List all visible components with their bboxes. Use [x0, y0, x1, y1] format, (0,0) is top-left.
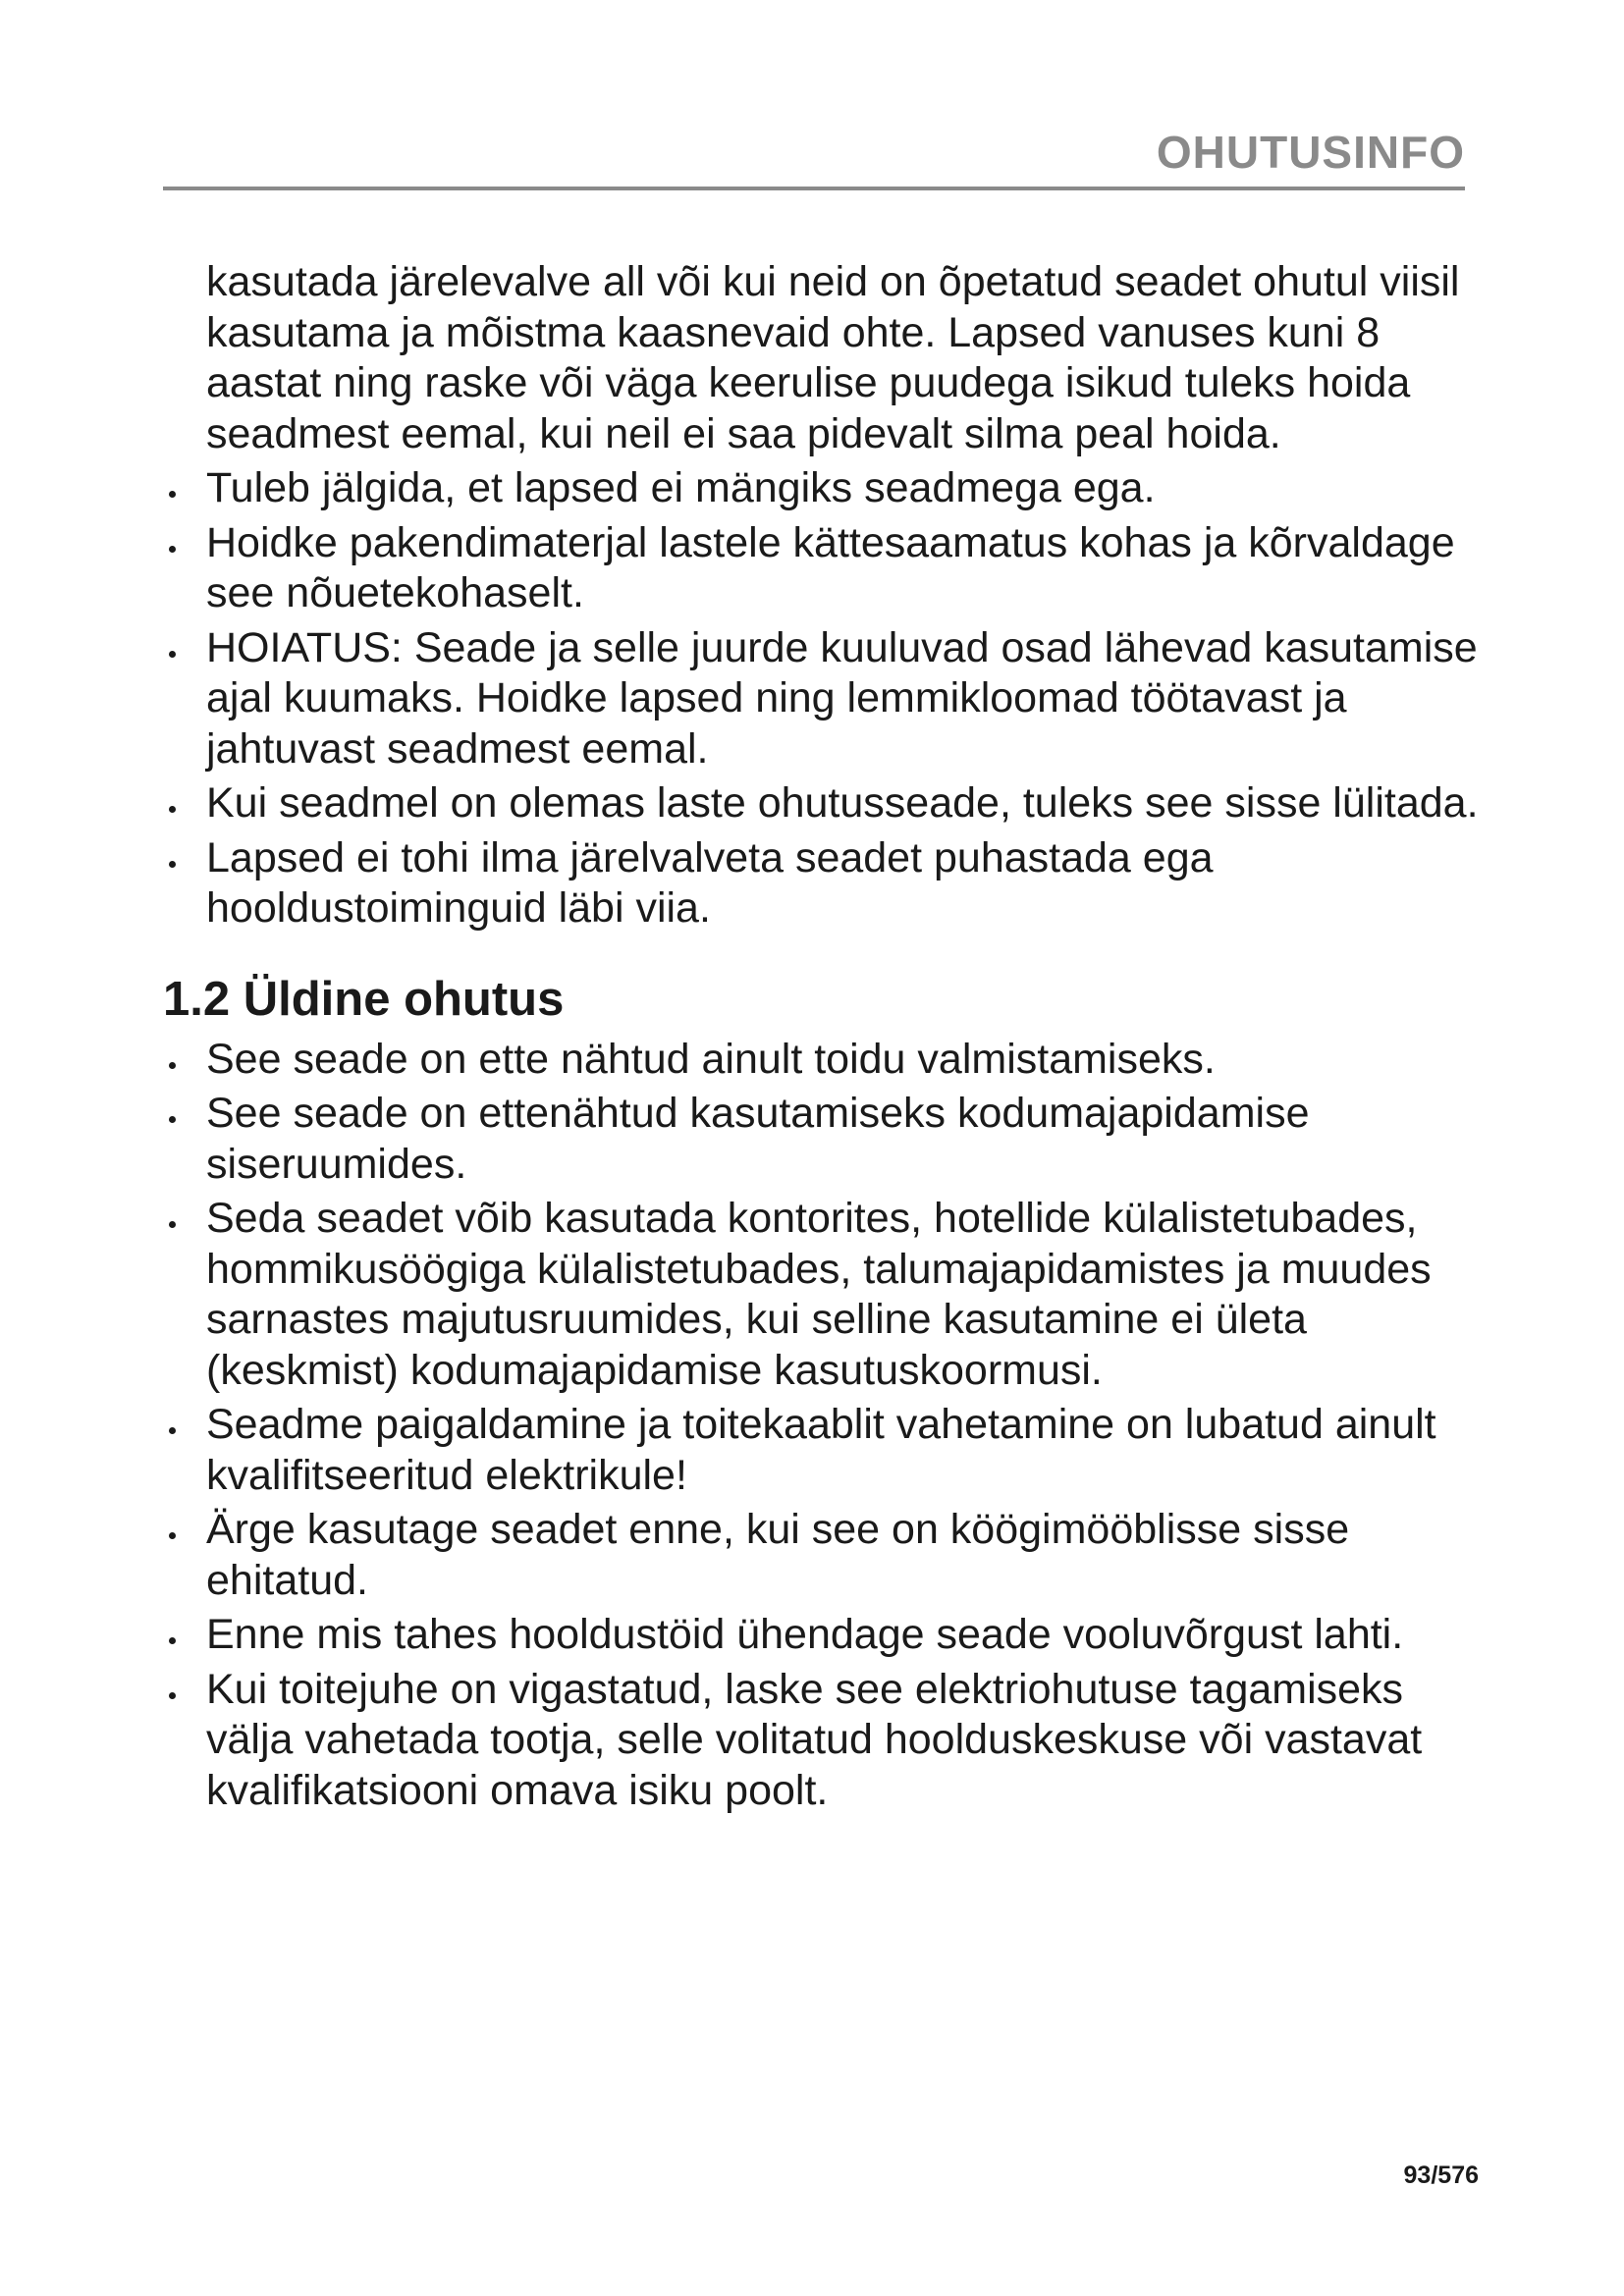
list-item: Kui toitejuhe on vigastatud, laske see elektriohutuse tagamiseks välja vahetada tootja, selle volitatud hoolduskeskuse või vastavat kvalifikatsiooni omava isiku poolt.: [163, 1665, 1479, 1817]
list-item: Enne mis tahes hooldustöid ühendage seade vooluvõrgust lahti.: [163, 1610, 1479, 1661]
page-number: 93/576: [1403, 2162, 1479, 2189]
list-item: Kui seadmel on olemas laste ohutusseade, tuleks see sisse lülitada.: [163, 778, 1479, 829]
list-item: Seadme paigaldamine ja toitekaablit vahetamine on lubatud ainult kvalifitseeritud elektrikule!: [163, 1400, 1479, 1501]
list-item: Seda seadet võib kasutada kontorites, hotellide külalistetubades, hommikusöögiga külalistetubades, talumajapidamistes ja muudes sarnastes majutusruumides, kui selline kasutamine ei ületa (keskmist) kodumajapidamise kasutuskoormusi.: [163, 1194, 1479, 1396]
list-item: Tuleb jälgida, et lapsed ei mängiks seadmega ega.: [163, 463, 1479, 514]
general-safety-list: [163, 1035, 1479, 1817]
list-item: See seade on ettenähtud kasutamiseks kodumajapidamise siseruumides.: [163, 1089, 1479, 1190]
section-heading: 1.2 Üldine ohutus: [163, 972, 565, 1026]
list-item: Ärge kasutage seadet enne, kui see on köögimööblisse sisse ehitatud.: [163, 1505, 1479, 1606]
list-item: See seade on ette nähtud ainult toidu valmistamiseks.: [163, 1035, 1479, 1086]
page-content: [163, 257, 1479, 1816]
intro-continuation-paragraph: kasutada järelevalve all või kui neid on õpetatud seadet ohutul viisil kasutama ja mõistma kaasnevaid ohte. Lapsed vanuses kuni 8 aastat ning raske või väga keerulise puudega isikud tuleks hoida seadmest eemal, kui neil ei saa pidevalt silma peal hoida.: [206, 258, 1460, 457]
page-header: [163, 126, 1465, 190]
header-title: OHUTUSINFO: [1156, 127, 1465, 178]
list-item: Lapsed ei tohi ilma järelvalveta seadet puhastada ega hooldustoiminguid läbi viia.: [163, 833, 1479, 934]
list-item: HOIATUS: Seade ja selle juurde kuuluvad osad lähevad kasutamise ajal kuumaks. Hoidke lapsed ning lemmikloomad töötavast ja jahtuvast seadmest eemal.: [163, 623, 1479, 775]
child-safety-list: [163, 463, 1479, 934]
list-item: Hoidke pakendimaterjal lastele kättesaamatus kohas ja kõrvaldage see nõuetekohaselt.: [163, 518, 1479, 619]
